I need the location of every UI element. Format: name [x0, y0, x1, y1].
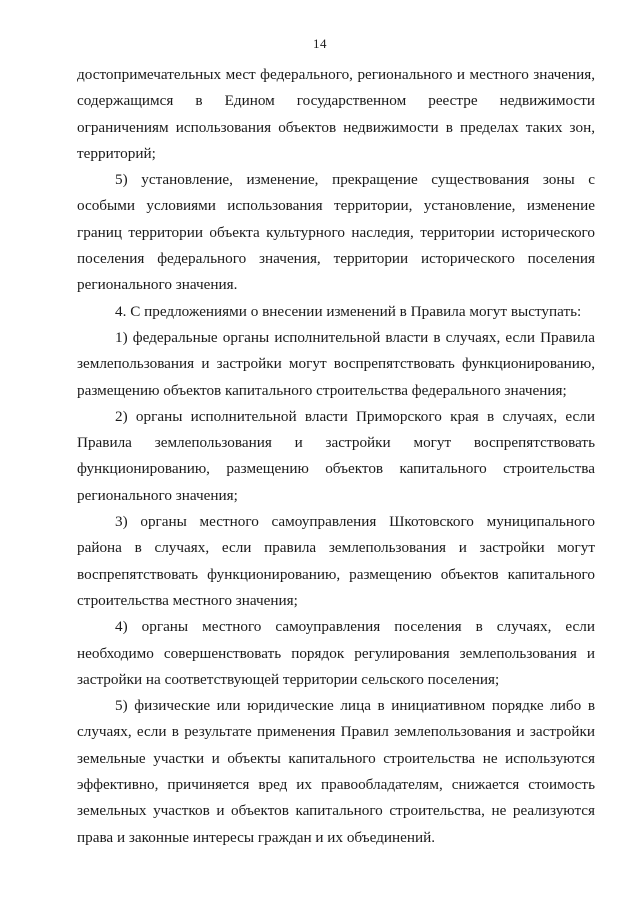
paragraph-item-5-persons: 5) физические или юридические лица в инициативном порядке либо в случаях, если в результате применения Правил землепользования и застройки земельные участки и объекты капитального строительства не используются эффективно, причиняется вред их правообладателям, снижается стоимость земельных участков и объектов капитального строительства, не реализуются права и законные интересы граждан и их объединений. — [77, 697, 595, 846]
paragraph-item-4-settlement: 4) органы местного самоуправления поселения в случаях, если необходимо совершенствовать порядок регулирования землепользования и застройки на соответствующей территории сельского поселения; — [77, 618, 595, 688]
page-number: 14 — [313, 36, 327, 51]
document-body — [77, 62, 595, 851]
paragraph-continuation: достопримечательных мест федерального, регионального и местного значения, содержащимся в Едином государственном реестре недвижимости ограничениям использования объектов недвижимости в пределах таких зон, территорий; — [77, 66, 595, 162]
paragraph-item-1-federal: 1) федеральные органы исполнительной власти в случаях, если Правила землепользования и застройки могут воспрепятствовать функционированию, размещению объектов капитального строительства федерального значения; — [77, 328, 595, 399]
paragraph-item-2-regional: 2) органы исполнительной власти Приморского края в случаях, если Правила землепользования и застройки могут воспрепятствовать функционированию, размещению объектов капитального строительства регионального значения; — [77, 407, 595, 504]
paragraph-item-5-boundaries: 5) установление, изменение, прекращение существования зоны с особыми условиями использования территории, установление, изменение границ территории объекта культурного наследия, территории исторического поселения федерального значения, территории исторического поселения регионального значения. — [77, 171, 595, 294]
paragraph-item-3-district: 3) органы местного самоуправления Шкотовского муниципального района в случаях, если правила землепользования и застройки могут воспрепятствовать функционированию, размещению объектов капитального строительства местного значения; — [77, 513, 595, 609]
paragraph-section-4-intro: 4. С предложениями о внесении изменений в Правила могут выступать: — [115, 302, 582, 320]
